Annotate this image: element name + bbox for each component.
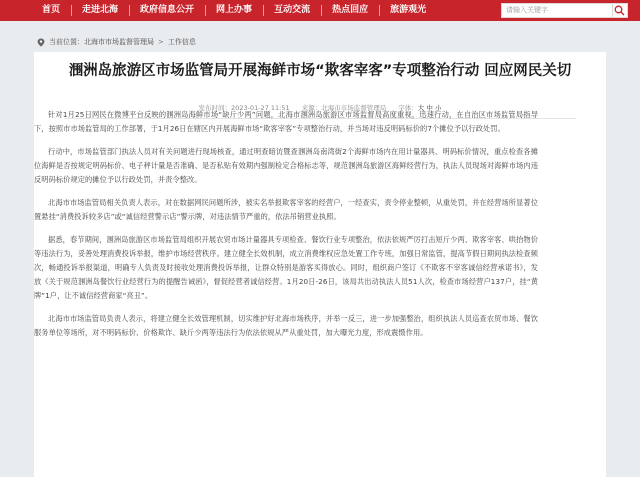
font-size-label: 字体： [398,104,418,112]
nav-item-interaction[interactable]: 互动交流 [263,0,321,21]
article-paragraph: 据悉，春节期间，涠洲岛旅游区市场监管局组织开展农贸市场计量器具专项检查、餐饮行业专项整治，依法依规严厉打击短斤少两、欺客宰客、哄抬物价等违法行为，妥善处理消费投诉举报，维护市场经营秩序。建立健全长效机制，成立消费维权应急处置工作专班，加强日常监管，提高节假日期间执法检查频次，畅通投诉举报渠道，明确专人负责及时接收处理消费投诉举报，让群众特别是游客买得放心。同时，组织商户签订《不欺客不宰客诚信经营承诺书》，发放《关于规范涠洲岛餐饮行业经营行为的提醒告诫函》，督促经营者诚信经营。1月20日-26日，该局共出动执法人员51人次，检查市场经营户137户，挂“黄牌”1户，让不诚信经营商家“亮丑”。 [34,235,538,300]
nav-item-hot-responses[interactable]: 热点回应 [321,0,379,21]
article-paragraph: 北海市市场监管局相关负责人表示，对在数据网民问题所涉，被实名举报欺客宰客的经营户，一经查实，责令停业整顿，从重处罚，并在经营场所显著位置悬挂“消费投诉较多店”或“诚信经营警示店”警示牌，对违法情节严重的，依法吊销营业执照。 [34,198,538,221]
article-source: 来源：北海市市场监督管理局 [301,104,387,112]
search-icon [613,4,626,17]
font-size-small[interactable]: 小 [434,104,442,112]
article-body [34,108,538,349]
article-paragraph: 针对1月25日网民在微博平台反映的涠洲岛海鲜市场“缺斤少两”问题，北海市涠洲岛旅游区市场监督局高度重视，迅速行动，在自治区市场监管局指导下，按照市市场监管局的工作部署，于1月26日在辖区内开展海鲜市场“欺客宰客”专项整治行动，并当场对违反明码标价的7个摊位予以行政处罚。 [34,110,538,133]
breadcrumb-link-bureau[interactable]: 北海市市场监督管理局 [84,38,154,46]
nav-item-home[interactable]: 首页 [42,5,61,15]
breadcrumb-prefix: 当前位置： [49,38,84,46]
nav-item-gov-info[interactable]: 政府信息公开 [129,0,205,21]
breadcrumb-link-work-info[interactable]: 工作信息 [167,38,196,46]
search-input[interactable]: 请输入关键字 [501,3,613,18]
article-paragraph: 北海市市场监管局负责人表示，将建立健全长效管理机制，切实维护好北海市场秩序，并举一反三，进一步加强整治，组织执法人员巡查农贸市场、餐饮服务单位等场所，对不明码标价、价格欺诈、缺斤少两等违法行为依法依规从严从重处罚，加大曝光力度，形成震慑作用。 [34,314,538,337]
location-pin-icon [37,38,45,47]
article-paragraph: 行动中，市场监管部门执法人员对有关问题进行现场核查，通过明查暗访暨查涠洲岛南湾街2个海鲜市场内在用计量器具、明码标价情况，重点检查各摊位海鲜是否按规定明码标价、电子秤计量是否准确、是否私贴有效期内强制检定合格标志等，规范涠洲岛旅游区海鲜经营行为，执法人员现场对海鲜市场内违反明码标价规定的摊位予以行政处罚，并责令整改。 [34,147,538,184]
breadcrumb-separator: > [158,38,164,46]
breadcrumb [37,37,196,47]
font-size-medium[interactable]: 中 [426,104,433,112]
font-size-large[interactable]: 大 [417,104,425,112]
search-button[interactable] [613,3,628,18]
nav-item-tourism[interactable]: 旅游观光 [379,0,437,21]
publish-date: 发布时间：2023-01-27 11:51 [198,104,290,112]
article-title: 涠洲岛旅游区市场监管局开展海鲜市场“欺客宰客”专项整治行动 回应网民关切 [68,63,572,79]
nav-item-about-beihai[interactable]: 走进北海 [71,0,129,21]
nav-item-online-services[interactable]: 网上办事 [205,0,263,21]
